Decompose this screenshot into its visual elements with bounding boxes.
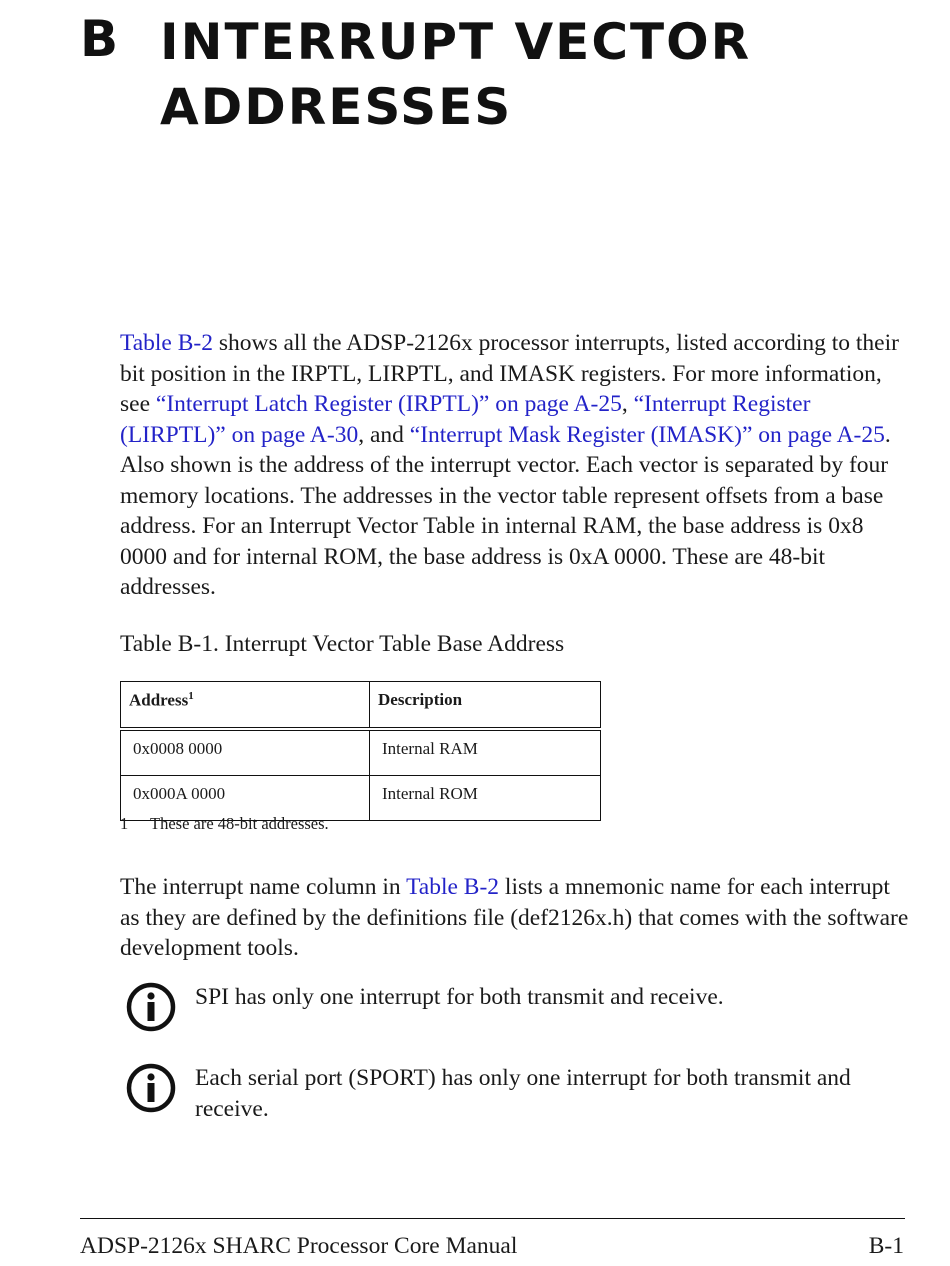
table-header-row [121, 682, 601, 730]
cell-description: Internal ROM [370, 776, 601, 821]
imask-link[interactable]: “Interrupt Mask Register (IMASK)” on page A-25 [409, 421, 885, 448]
info-icon [126, 982, 176, 1032]
intro-text-4: . Also shown is the address of the interrupt vector. Each vector is separated by four memory locations. The addresses in the vector table represent offsets from a base address. For an Interrupt Vector Table in internal RAM, the base address is 0x8 0000 and for internal ROM, the base address is 0xA 0000. These are 48-bit addresses. [120, 421, 891, 600]
vector-base-table [120, 681, 601, 821]
note-text: Each serial port (SPORT) has only one interrupt for both transmit and receive. [195, 1065, 851, 1122]
header-address-label: Address [129, 690, 189, 710]
cell-address: 0x0008 0000 [121, 729, 370, 776]
intro-text-2: , [621, 391, 634, 417]
irptl-link[interactable]: “Interrupt Latch Register (IRPTL)” on page A-25 [155, 391, 622, 417]
table-caption: Table B-1. Interrupt Vector Table Base Address [120, 631, 565, 657]
chapter-title-line2: ADDRESSES [160, 78, 513, 136]
lirptl-link[interactable]: “Interrupt Register (LIRPTL)” on page A-30 [120, 391, 811, 448]
para2-text-2: lists a mnemonic name for each interrupt as they are defined by the definitions file (def2126x.h) that comes with the software development tools. [120, 874, 909, 961]
footer-manual-title: ADSP-2126x SHARC Processor Core Manual [80, 1233, 518, 1259]
mnemonic-paragraph [120, 872, 910, 964]
table-row [121, 729, 601, 776]
header-address [121, 682, 370, 730]
intro-paragraph [120, 328, 910, 603]
footnote-number: 1 [120, 814, 129, 833]
cell-address: 0x000A 0000 [121, 776, 370, 821]
chapter-title-line1: INTERRUPT VECTOR [160, 13, 752, 71]
intro-text-3: , and [358, 421, 410, 448]
footnote-text: These are 48-bit addresses. [150, 814, 329, 833]
chapter-title [160, 10, 860, 140]
intro-text-1: shows all the ADSP-2126x processor interrupts, listed according to their bit position in the IRPTL, LIRPTL, and IMASK registers. For more information, see [120, 330, 899, 417]
note-text: SPI has only one interrupt for both transmit and receive. [195, 984, 724, 1010]
footer-divider [80, 1218, 905, 1219]
para2-text-1: The interrupt name column in [120, 874, 407, 900]
chapter-letter: B [80, 10, 121, 68]
header-description: Description [370, 682, 601, 730]
table-footnote [120, 814, 329, 834]
cell-description: Internal RAM [370, 729, 601, 776]
table-b2-link[interactable]: Table B-2 [120, 330, 213, 356]
info-icon [126, 1063, 176, 1113]
table-b2-link[interactable]: Table B-2 [406, 874, 500, 900]
footnote-marker: 1 [188, 690, 194, 702]
footer-page-number: B-1 [868, 1233, 904, 1259]
